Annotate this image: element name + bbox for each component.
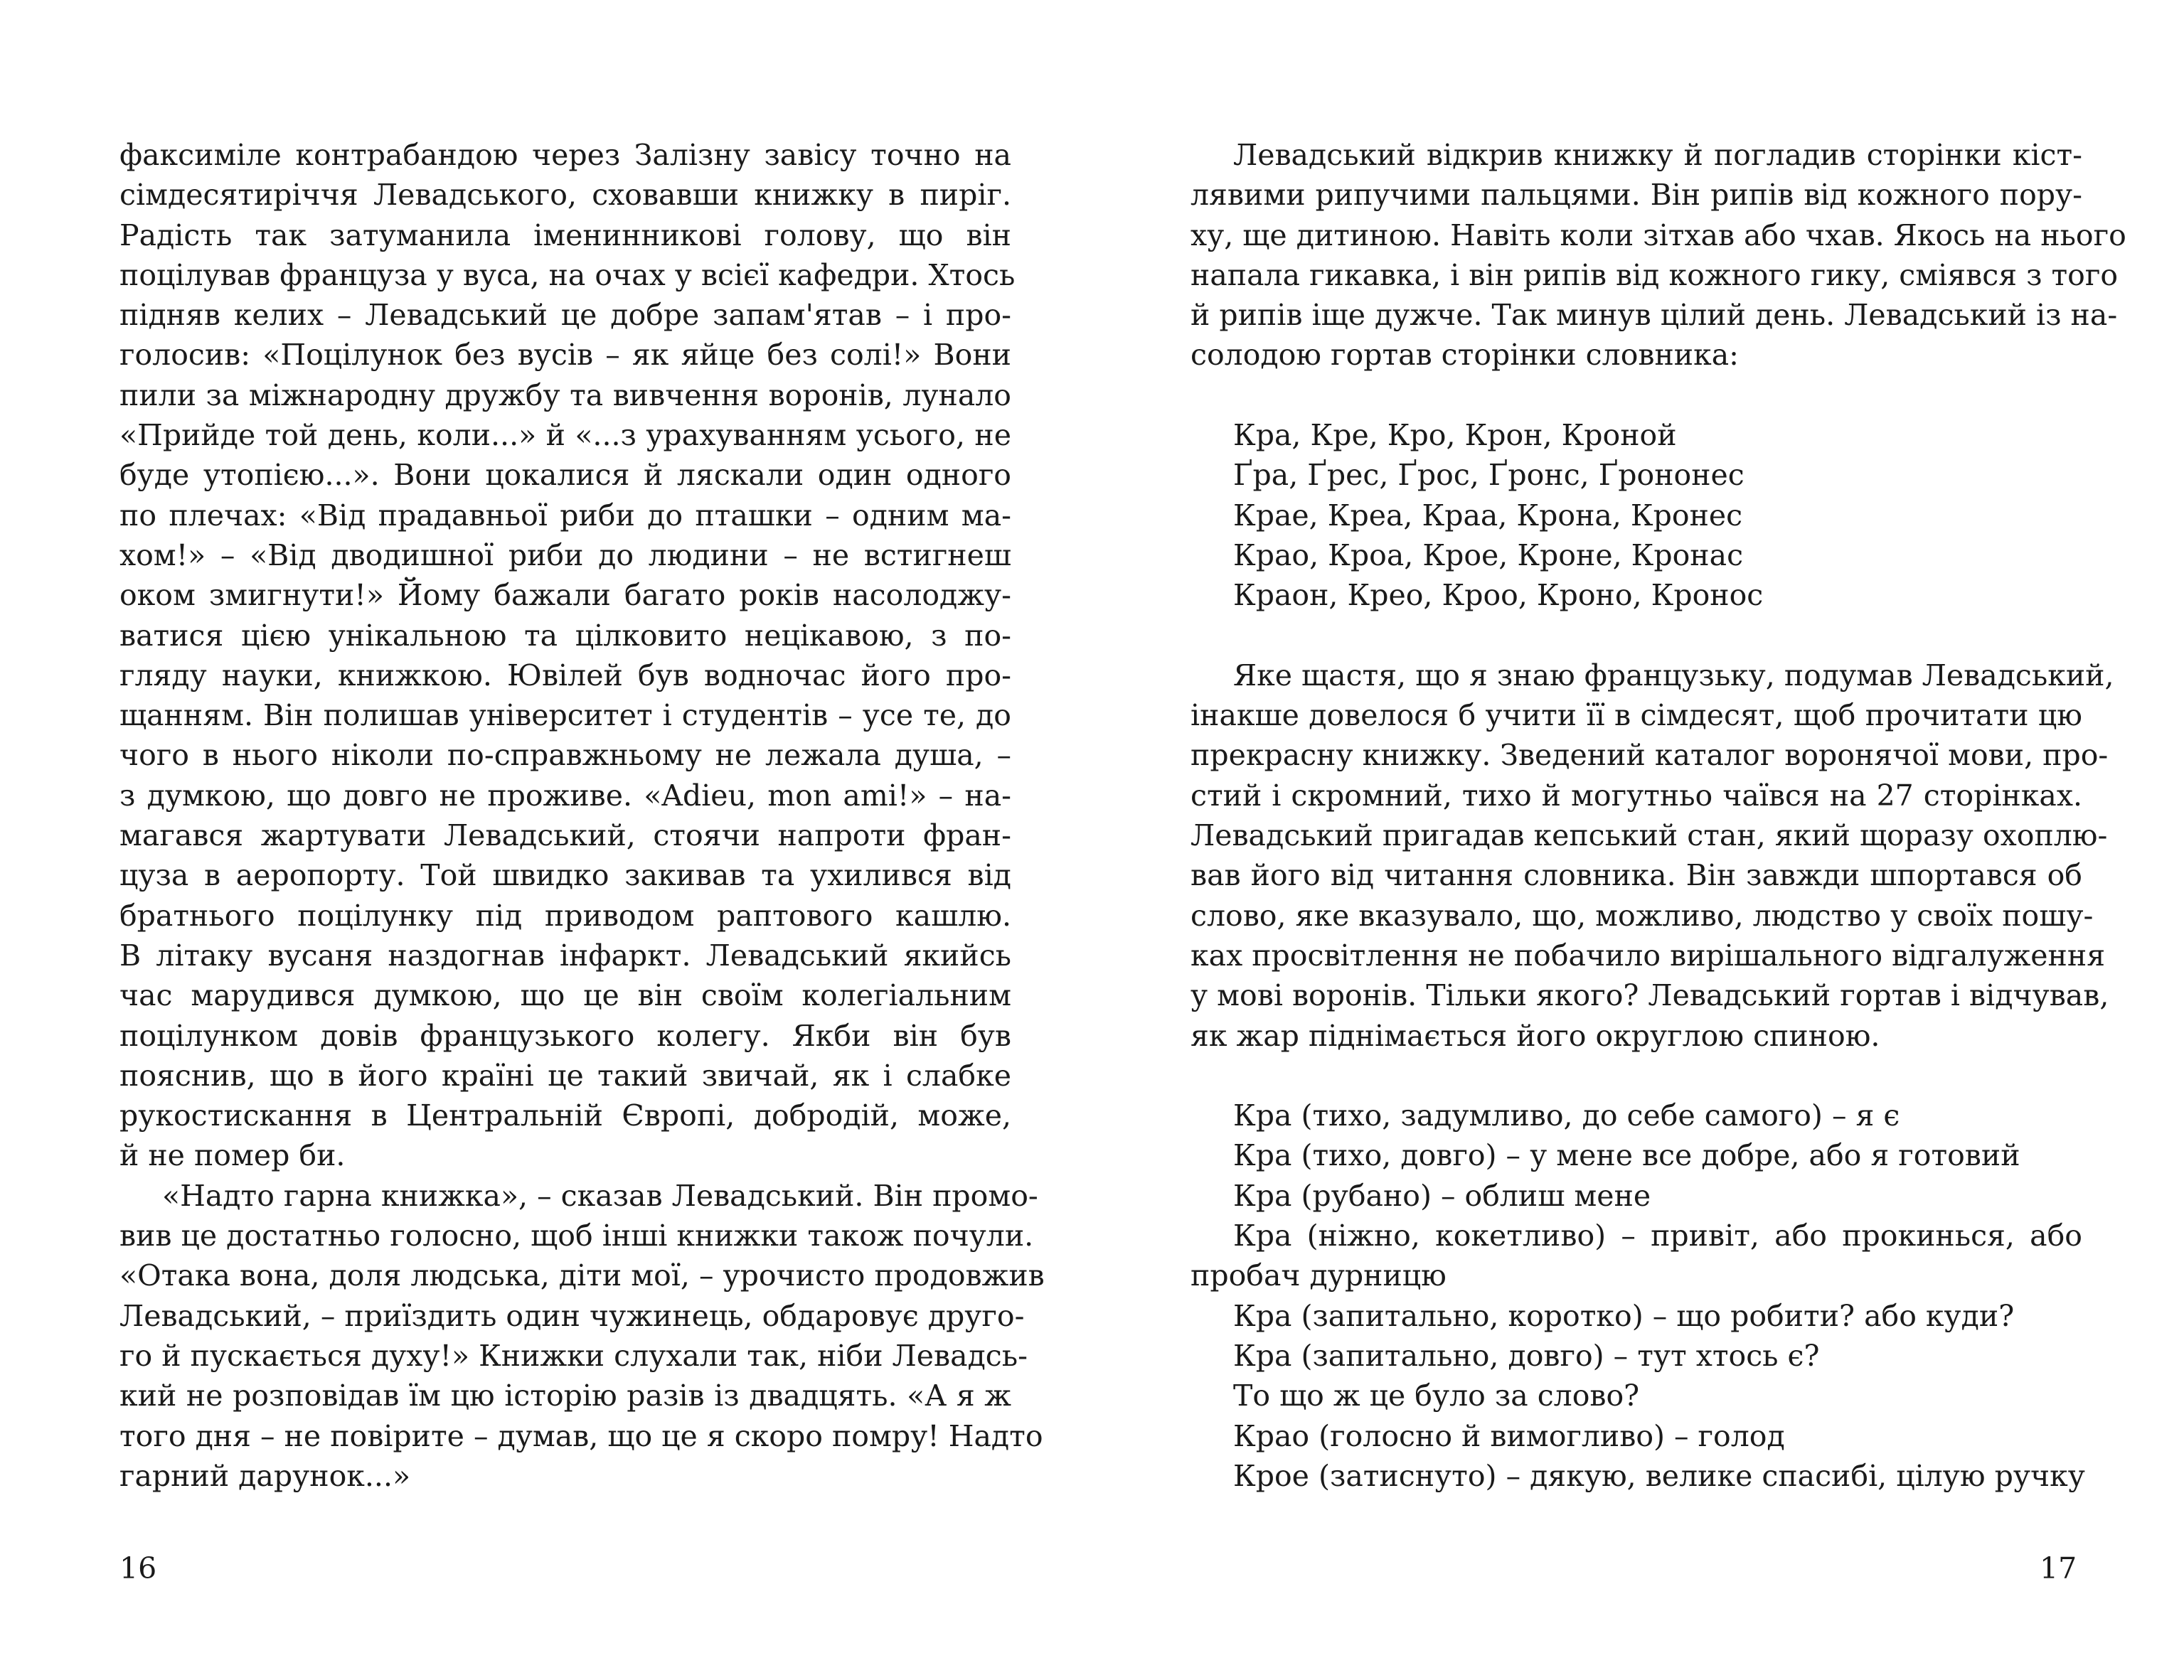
text-line: Левадський пригадав кепський стан, який щоразу охоплю-	[1190, 818, 2108, 853]
text-line: Левадський, – приїздить один чужинець, обдаровує друго-	[119, 1298, 1025, 1333]
text-line: буде утопією...». Вони цокалися й ляскали один одного	[119, 458, 1011, 493]
text-line: у мові воронів. Тільки якого? Левадський гортав і відчував,	[1190, 978, 2109, 1013]
definition-line: Кра (запитально, довго) – тут хтось є?	[1233, 1338, 1820, 1373]
text-line: слово, яке вказувало, що, можливо, людство у своїх пошу-	[1190, 898, 2094, 933]
right-page	[1190, 135, 2126, 1496]
text-line: вив це достатньо голосно, щоб інші книжки також почули.	[119, 1219, 1034, 1253]
definition-line: Кра (запитально, коротко) – що робити? або куди?	[1233, 1298, 2015, 1333]
text-line: «Прийде той день, коли...» й «...з урахуванням усього, не	[119, 418, 1011, 453]
text-line: «Отака вона, доля людська, діти мої, – урочисто продовжив	[119, 1258, 1045, 1293]
page-number: 17	[2040, 1551, 2077, 1585]
text-line: «Надто гарна книжка», – сказав Левадський. Він промо-	[162, 1178, 1038, 1213]
definition-line: Кра (ніжно, кокетливо) – привіт, або прокинься, або	[1233, 1219, 2082, 1253]
text-line: факсиміле контрабандою через Залізну завісу точно на	[119, 138, 1011, 172]
text-line: й рипів іще дужче. Так минув цілий день. Левадський із на-	[1190, 298, 2118, 333]
text-line: хом!» – «Від дводишної риби до людини – не встигнеш	[119, 537, 1011, 572]
text-line: пояснив, що в його країні це такий звичай, як і слабке	[119, 1058, 1011, 1093]
text-line: інакше довелося б учити її в сімдесят, щоб прочитати цю	[1190, 698, 2082, 733]
definition-line: Кра (тихо, довго) – у мене все добре, або я готовий	[1233, 1138, 2020, 1173]
text-line: Левадський відкрив книжку й погладив сторінки кіст-	[1233, 138, 2082, 172]
text-line: гляду науки, книжкою. Ювілей був водночас його про-	[119, 658, 1011, 692]
blank-line	[1190, 1056, 2082, 1096]
text-line: голосив: «Поцілунок без вусів – як яйце без солі!» Вони	[119, 338, 1011, 373]
text-line: солодою гортав сторінки словника:	[1190, 338, 1739, 373]
dictionary-entry: Кра, Кре, Кро, Крон, Кроной	[1233, 418, 1677, 453]
dictionary-entry: Крае, Креа, Краа, Крона, Кронес	[1233, 498, 1743, 533]
blank-line	[1190, 616, 2082, 656]
text-line: ках просвітлення не побачило вирішального відгалуження	[1190, 938, 2106, 973]
blank-line	[1190, 375, 2082, 415]
text-line: прекрасну книжку. Зведений каталог воронячої мови, про-	[1190, 738, 2109, 773]
definition-line: То що ж це було за слово?	[1233, 1379, 1640, 1413]
text-line: з думкою, що довго не проживе. «Adieu, mon ami!» – на-	[119, 778, 1011, 813]
text-line: Радість так затуманила іменинникові голову, що він	[119, 218, 1011, 252]
text-line: й не помер би.	[119, 1138, 346, 1173]
text-line: як жар піднімається його округлою спиною.	[1190, 1018, 1880, 1053]
dictionary-entry: Ґра, Ґрес, Ґрос, Ґронс, Ґрононес	[1233, 458, 1744, 493]
definition-line: пробач дурницю	[1190, 1258, 1447, 1293]
definition-line: Кра (тихо, задумливо, до себе самого) – я є	[1233, 1098, 1900, 1133]
text-line: пили за міжнародну дружбу та вивчення воронів, лунало	[119, 378, 1011, 412]
text-line: кий не розповідав їм цю історію разів із двадцять. «А я ж	[119, 1379, 1011, 1413]
text-line: го й пускається духу!» Книжки слухали так, ніби Левадсь-	[119, 1338, 1028, 1373]
text-line: братнього поцілунку під приводом раптового кашлю.	[119, 898, 1011, 933]
definition-line: Кра (рубано) – облиш мене	[1233, 1178, 1651, 1213]
dictionary-entry: Крао, Кроа, Крое, Кроне, Кронас	[1233, 537, 1744, 572]
left-page	[119, 135, 1045, 1496]
text-line: Яке щастя, що я знаю французьку, подумав Левадський,	[1233, 658, 2114, 692]
text-line: поцілунком довів французького колегу. Якби він був	[119, 1018, 1011, 1053]
text-line: рукостискання в Центральній Європі, добродій, може,	[119, 1098, 1011, 1133]
text-line: чого в нього ніколи по-справжньому не лежала душа, –	[119, 738, 1011, 773]
text-line: лявими рипучими пальцями. Він рипів від кожного пору-	[1190, 178, 2082, 213]
text-line: підняв келих – Левадський це добре запам'ятав – і про-	[119, 298, 1011, 333]
text-line: В літаку вусаня наздогнав інфаркт. Левадський якийсь	[119, 938, 1011, 973]
text-line: стий і скромний, тихо й могутньо чаївся на 27 сторінках.	[1190, 778, 2082, 813]
text-line: ватися цією унікальною та цілковито нецікавою, з по-	[119, 618, 1011, 653]
text-line: цуза в аеропорту. Той швидко закивав та ухилився від	[119, 858, 1011, 893]
definition-line: Крое (затиснуто) – дякую, велике спасибі, цілую ручку	[1233, 1458, 2085, 1493]
dictionary-entry: Краон, Крео, Кроо, Кроно, Кронос	[1233, 578, 1764, 613]
text-line: щанням. Він полишав університет і студентів – усе те, до	[119, 698, 1011, 733]
text-line: сімдесятиріччя Левадського, сховавши книжку в пиріг.	[119, 178, 1011, 213]
text-line: час марудився думкою, що це він своїм колегіальним	[119, 978, 1011, 1013]
text-line: оком змигнути!» Йому бажали багато років насолоджу-	[119, 578, 1011, 613]
text-line: напала гикавка, і він рипів від кожного гику, сміявся з того	[1190, 257, 2119, 292]
page-number: 16	[119, 1551, 157, 1585]
definition-line: Крао (голосно й вимогливо) – голод	[1233, 1418, 1785, 1453]
text-line: того дня – не повірите – думав, що це я скоро помру! Надто	[119, 1418, 1043, 1453]
text-line: вав його від читання словника. Він завжди шпортався об	[1190, 858, 2082, 893]
text-line: поцілував француза у вуса, на очах у всієї кафедри. Хтось	[119, 257, 1016, 292]
text-line: по плечах: «Від прадавньої риби до пташки – одним ма-	[119, 498, 1011, 533]
text-line: магався жартувати Левадський, стоячи напроти фран-	[119, 818, 1011, 853]
text-line: ху, ще дитиною. Навіть коли зітхав або чхав. Якось на нього	[1190, 218, 2126, 252]
text-line: гарний дарунок...»	[119, 1458, 411, 1493]
